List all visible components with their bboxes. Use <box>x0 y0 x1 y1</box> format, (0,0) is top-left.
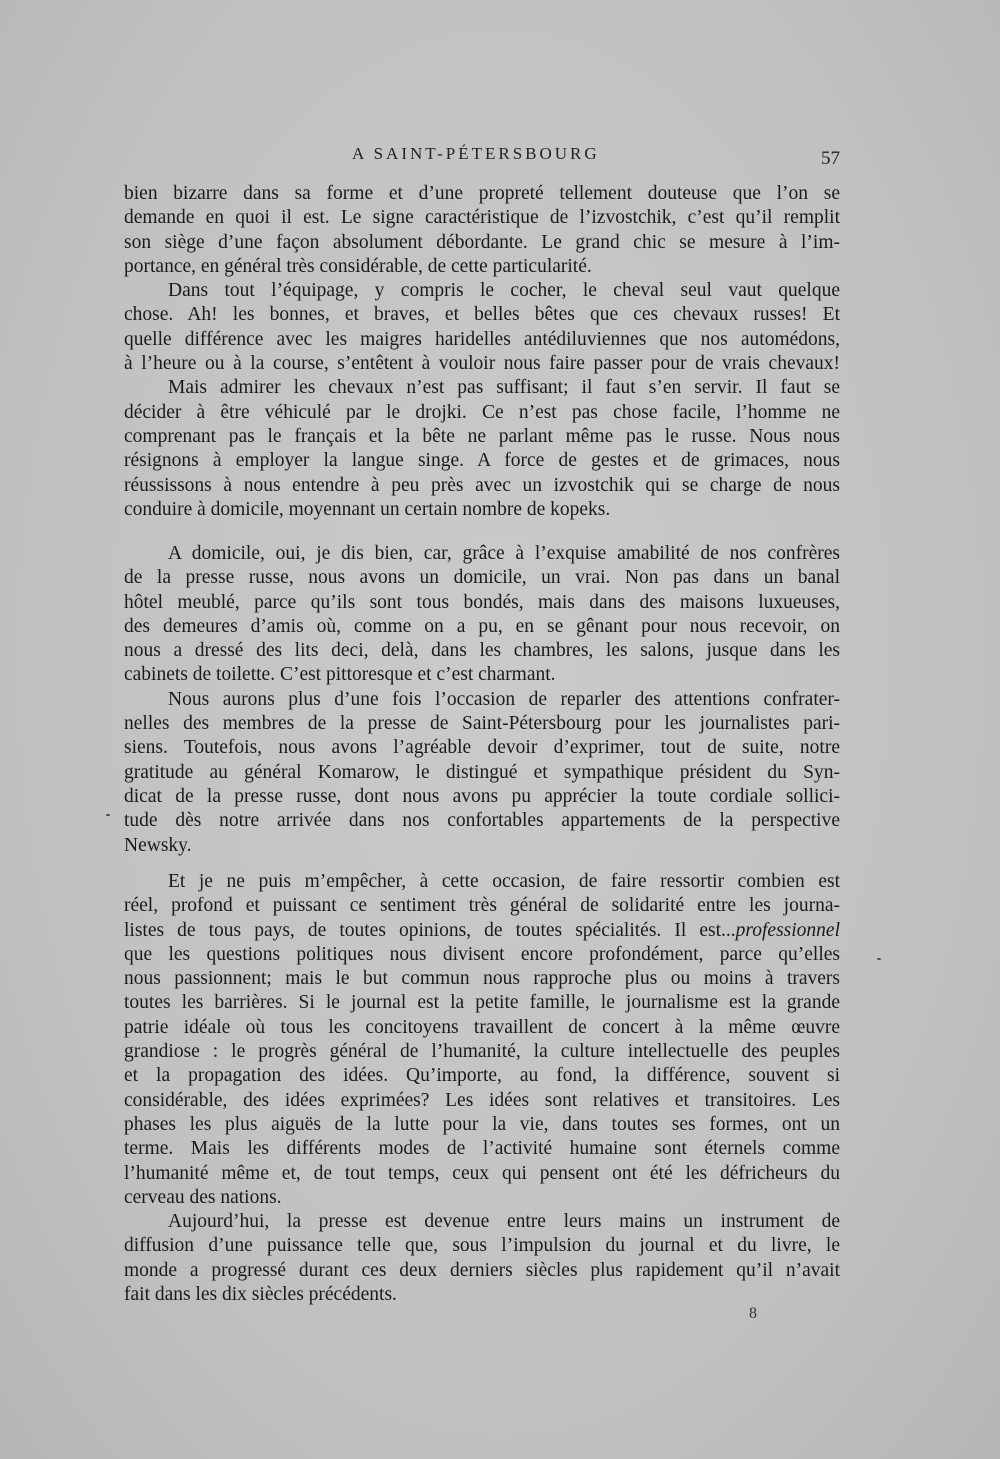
text-line: Aujourd’hui, la presse est devenue entre leurs mains un instrument de <box>168 1211 840 1233</box>
print-smudge <box>877 958 881 960</box>
text-line: phases les plus aiguës de la lutte pour la vie, dans toutes ses formes, ont un <box>124 1113 840 1135</box>
text-line: conduire à domicile, moyennant un certain nombre de kopeks. <box>124 498 611 520</box>
text-line: réel, profond et puissant ce sentiment très général de solidarité entre les journa- <box>124 895 840 917</box>
print-smudge <box>106 814 110 816</box>
text-line: décider à être véhiculé par le drojki. Ce n’est pas chose facile, l’homme ne <box>124 401 840 423</box>
text-fragment: listes de tous pays, de toutes opinions, de toutes spécialités. Il est... <box>124 919 736 941</box>
text-line: et la propagation des idées. Qu’importe, au fond, la différence, souvent si <box>124 1065 840 1087</box>
text-line: dicat de la presse russe, dont nous avons pu apprécier la toute cordiale sollici- <box>124 785 840 807</box>
text-line: tude dès notre arrivée dans nos confortables appartements de la perspective <box>124 810 840 832</box>
text-line: l’humanité même et, de tout temps, ceux qui pensent ont été les défricheurs du <box>124 1162 840 1184</box>
text-line: hôtel meublé, parce qu’ils sont tous bondés, mais dans des maisons luxueuses, <box>124 591 840 613</box>
text-line: son siège d’une façon absolument débordante. Le grand chic se mesure à l’im- <box>124 231 840 253</box>
text-line: de la presse russe, nous avons un domicile, un vrai. Non pas dans un banal <box>124 567 840 589</box>
text-line: que les questions politiques nous divisent encore profondément, parce qu’elles <box>124 943 840 965</box>
page-number: 57 <box>821 148 840 169</box>
text-line: nous passionnent; mais le but commun nous rapproche plus ou moins à travers <box>124 968 840 990</box>
text-line: A domicile, oui, je dis bien, car, grâce à l’exquise amabilité de nos confrères <box>168 543 840 564</box>
text-line: résignons à employer la langue singe. A force de gestes et de grimaces, nous <box>124 450 840 472</box>
text-line: Dans tout l’équipage, y compris le cocher, le cheval seul vaut quelque <box>168 280 840 302</box>
text-block-3 <box>124 870 840 1307</box>
text-line: patrie idéale où tous les concitoyens travaillent de concert à la même œuvre <box>124 1016 840 1038</box>
text-line: gratitude au général Komarow, le distingué et sympathique président du Syn- <box>124 761 840 783</box>
text-line: des demeures d’amis où, comme on a pu, en se gênant pour nous recevoir, on <box>124 615 840 637</box>
running-head <box>0 144 1000 170</box>
signature-mark: 8 <box>749 1305 757 1322</box>
text-line: monde a progressé durant ces deux derniers siècles plus rapidement qu’il n’avait <box>124 1259 840 1281</box>
text-line: Nous aurons plus d’une fois l’occasion de reparler des attentions confrater- <box>168 688 840 710</box>
text-line: portance, en général très considérable, de cette particularité. <box>124 255 592 277</box>
text-block-2 <box>124 542 840 858</box>
italic-word: professionnel <box>735 919 840 941</box>
text-line: nelles des membres de la presse de Saint-Pétersbourg pour les journalistes pari- <box>124 713 840 735</box>
text-line: considérable, des idées exprimées? Les idées sont relatives et transitoires. Les <box>124 1089 840 1111</box>
text-line: siens. Toutefois, nous avons l’agréable devoir d’exprimer, tout de suite, notre <box>124 737 840 759</box>
text-line <box>124 919 840 943</box>
text-line: nous a dressé des lits deci, delà, dans les chambres, les salons, jusque dans les <box>124 640 840 662</box>
text-line: cabinets de toilette. C’est pittoresque et c’est charmant. <box>124 664 556 686</box>
text-line: cerveau des nations. <box>124 1186 282 1208</box>
text-line: chose. Ah! les bonnes, et braves, et belles bêtes que ces chevaux russes! Et <box>124 304 840 326</box>
text-line: Newsky. <box>124 834 192 856</box>
text-line: fait dans les dix siècles précédents. <box>124 1284 397 1306</box>
running-title: A SAINT-PÉTERSBOURG <box>352 144 600 163</box>
text-line: diffusion d’une puissance telle que, sous l’impulsion du journal et du livre, le <box>124 1235 840 1257</box>
text-line: grandiose : le progrès général de l’humanité, la culture intellectuelle des peuples <box>124 1041 840 1063</box>
text-line: quelle différence avec les maigres haridelles antédiluviennes que nos automédons, <box>124 328 840 350</box>
text-line: comprenant pas le français et la bête ne parlant même pas le russe. Nous nous <box>124 425 840 447</box>
text-line: demande en quoi il est. Le signe caractéristique de l’izvostchik, c’est qu’il remplit <box>124 207 840 229</box>
text-line: réussissons à nous entendre à peu près avec un izvostchik qui se charge de nous <box>124 474 840 496</box>
text-line: toutes les barrières. Si le journal est la petite famille, le journalisme est la grande <box>124 992 840 1014</box>
text-line: terme. Mais les différents modes de l’activité humaine sont éternels comme <box>124 1138 840 1160</box>
text-line: bien bizarre dans sa forme et d’une propreté tellement douteuse que l’on se <box>124 183 840 204</box>
text-block-1 <box>124 182 840 522</box>
text-line: Mais admirer les chevaux n’est pas suffisant; il faut s’en servir. Il faut se <box>168 377 840 399</box>
text-line: Et je ne puis m’empêcher, à cette occasion, de faire ressortir combien est <box>168 871 840 892</box>
text-line: à l’heure ou à la course, s’entêtent à vouloir nous faire passer pour de vrais chevaux! <box>124 353 840 375</box>
